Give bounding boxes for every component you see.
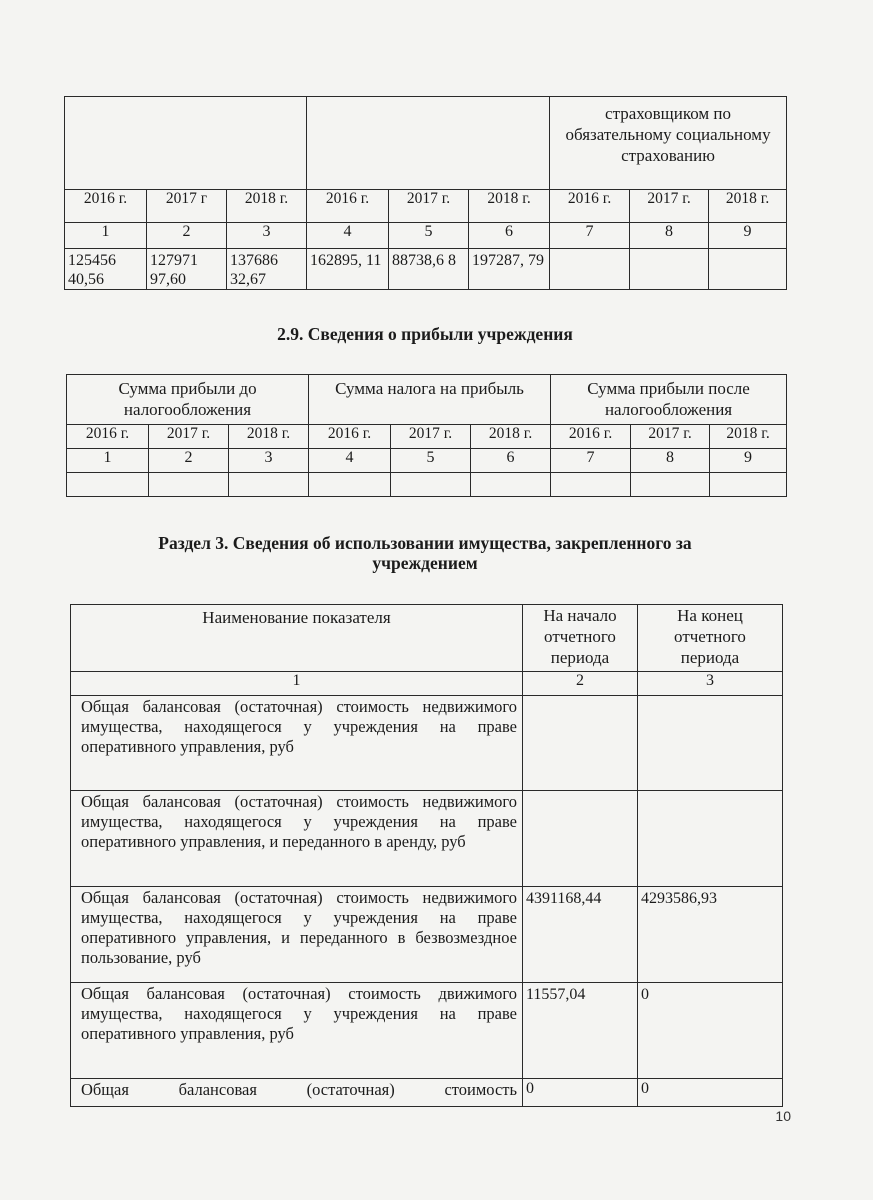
column-number: 4 (307, 223, 389, 249)
empty-value-cell (551, 473, 631, 497)
indicator-label: Общая балансовая (остаточная) стоимость недвижимого имущества, находящегося у учреждения на праве оперативного управления, и переданного в аренду, руб (71, 791, 523, 887)
column-number: 7 (550, 223, 630, 249)
year-cell: 2016 г. (307, 190, 389, 223)
value-start: 4391168,44 (523, 887, 638, 983)
header-cell-empty-2 (307, 97, 550, 190)
year-cell: 2016 г. (309, 425, 391, 449)
group-header-profit-before-tax: Сумма прибыли до налогообложения (67, 375, 309, 425)
value-end: 0 (638, 1079, 783, 1107)
column-number: 3 (227, 223, 307, 249)
year-cell: 2017 г. (389, 190, 469, 223)
table-profit (66, 374, 787, 497)
empty-value-cell (471, 473, 551, 497)
column-number: 9 (710, 449, 787, 473)
value-cell (630, 249, 709, 290)
column-number: 8 (631, 449, 710, 473)
column-number: 5 (389, 223, 469, 249)
value-cell: 197287, 79 (469, 249, 550, 290)
column-number: 9 (709, 223, 787, 249)
empty-value-cell (631, 473, 710, 497)
column-number: 5 (391, 449, 471, 473)
header-cell-empty-1 (65, 97, 307, 190)
value-cell: 137686 32,67 (227, 249, 307, 290)
table-property (70, 604, 783, 1107)
year-cell: 2017 г (147, 190, 227, 223)
value-end: 0 (638, 983, 783, 1079)
column-number: 2 (523, 672, 638, 696)
column-number: 3 (638, 672, 783, 696)
empty-value-cell (710, 473, 787, 497)
value-cell: 162895, 11 (307, 249, 389, 290)
year-cell: 2016 г. (551, 425, 631, 449)
year-cell: 2016 г. (67, 425, 149, 449)
year-cell: 2016 г. (65, 190, 147, 223)
value-start: 0 (523, 1079, 638, 1107)
empty-value-cell (229, 473, 309, 497)
group-header-tax: Сумма налога на прибыль (309, 375, 551, 425)
year-cell: 2018 г. (229, 425, 309, 449)
year-cell: 2018 г. (471, 425, 551, 449)
year-cell: 2017 г. (630, 190, 709, 223)
year-cell: 2018 г. (709, 190, 787, 223)
indicator-label: Общая балансовая (остаточная) стоимость недвижимого имущества, находящегося у учреждения на праве оперативного управления, руб (71, 696, 523, 791)
header-cell-insurer: страховщиком по обязательному социальному страхованию (550, 97, 787, 190)
value-start (523, 696, 638, 791)
table-insurance-continuation (64, 96, 787, 290)
value-end (638, 696, 783, 791)
value-start: 11557,04 (523, 983, 638, 1079)
column-number: 1 (67, 449, 149, 473)
value-cell: 88738,6 8 (389, 249, 469, 290)
year-cell: 2018 г. (469, 190, 550, 223)
year-cell: 2017 г. (391, 425, 471, 449)
empty-value-cell (391, 473, 471, 497)
value-end: 4293586,93 (638, 887, 783, 983)
year-cell: 2017 г. (149, 425, 229, 449)
section-title-property: Раздел 3. Сведения об использовании имущества, закрепленного за учреждением (158, 533, 692, 573)
column-number: 6 (471, 449, 551, 473)
column-number: 1 (65, 223, 147, 249)
value-start (523, 791, 638, 887)
year-cell: 2017 г. (631, 425, 710, 449)
empty-value-cell (67, 473, 149, 497)
value-cell: 127971 97,60 (147, 249, 227, 290)
value-cell: 125456 40,56 (65, 249, 147, 290)
empty-value-cell (149, 473, 229, 497)
year-cell: 2018 г. (710, 425, 787, 449)
header-period-end: На конец отчетного периода (638, 605, 783, 672)
group-header-profit-after-tax: Сумма прибыли после налогообложения (551, 375, 787, 425)
indicator-label: Общая балансовая (остаточная) стоимость недвижимого имущества, находящегося у учреждения на праве оперативного управления, и переданного в безвозмездное пользование, руб (71, 887, 523, 983)
indicator-label: Общая балансовая (остаточная) стоимость движимого имущества, находящегося у учреждения на праве оперативного управления, руб (71, 983, 523, 1079)
column-number: 6 (469, 223, 550, 249)
header-period-start: На начало отчетного периода (523, 605, 638, 672)
column-number: 1 (71, 672, 523, 696)
column-number: 2 (147, 223, 227, 249)
page-number: 10 (775, 1108, 791, 1124)
value-cell (550, 249, 630, 290)
column-number: 3 (229, 449, 309, 473)
value-cell (709, 249, 787, 290)
empty-value-cell (309, 473, 391, 497)
year-cell: 2018 г. (227, 190, 307, 223)
section-title-profit: 2.9. Сведения о прибыли учреждения (277, 324, 573, 344)
indicator-label: Общая балансовая (остаточная) стоимость (71, 1079, 523, 1107)
column-number: 7 (551, 449, 631, 473)
year-cell: 2016 г. (550, 190, 630, 223)
column-number: 8 (630, 223, 709, 249)
header-indicator-name: Наименование показателя (71, 605, 523, 672)
value-end (638, 791, 783, 887)
column-number: 4 (309, 449, 391, 473)
column-number: 2 (149, 449, 229, 473)
